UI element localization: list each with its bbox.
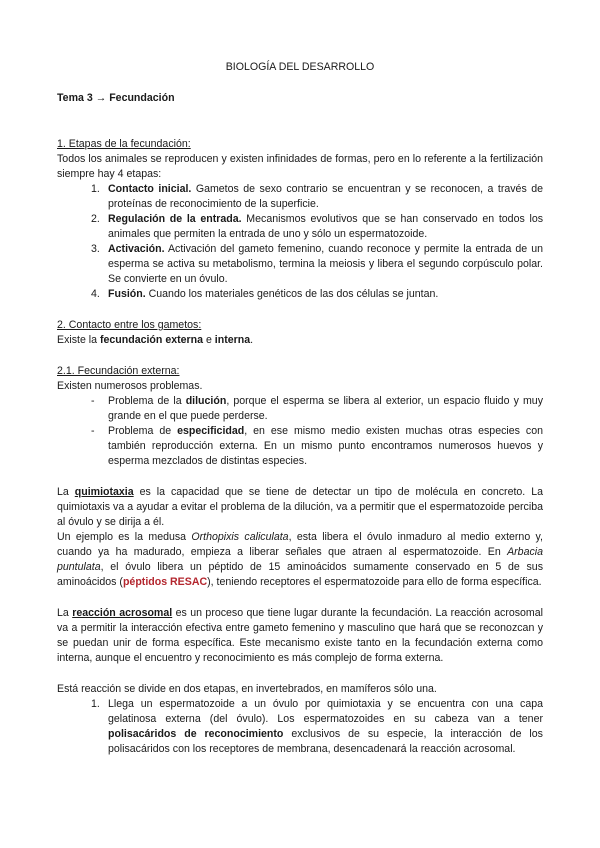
document-title: BIOLOGÍA DEL DESARROLLO <box>225 61 375 73</box>
list-item: 1. Llega un espermatozoide a un óvulo por quimiotaxia y se encuentra con una capa gelatinosa externa (del óvulo). Los espermatozoides en su cabeza van a tener polisacáridos de reconocimiento exclusivos de su especie, la interacción de los polisacáridos con los receptores de membrana, desencadenará la reacción acrosomal. <box>91 698 543 755</box>
section-2-1-intro: Existen numerosos problemas. <box>57 380 203 392</box>
section-2-text: Existe la fecundación externa e interna. <box>57 334 254 346</box>
list-item: 1. Contacto inicial. Gametos de sexo contrario se encuentran y se reconocen, a través de proteínas de reconocimiento de la superficie. <box>91 183 543 210</box>
list-item: 3. Activación. Activación del gameto femenino, cuando reconoce y permite la entrada de un esperma se activa su metabolismo, termina la meiosis y libera el segundo corpúsculo polar. Se convierte en un óvulo. <box>91 243 543 285</box>
list-item: - Problema de la dilución, porque el esperma se libera al exterior, un espacio fluido y muy grande en el que puede perderse. <box>91 395 543 422</box>
acrosomal-paragraph: La reacción acrosomal es un proceso que tiene lugar durante la fecundación. La reacción acrosomal va a permitir la interacción efectiva entre gameto femenino y masculino que hará que se reconozcan y se puedan unir de forma específica. Este mecanismo existe tanto en la fecundación externa como interna, aunque el encuentro y reconocimiento es más complejo de forma externa. <box>57 607 543 664</box>
section-1-heading: 1. Etapas de la fecundación: <box>57 138 191 150</box>
list-item: - Problema de especificidad, en ese mismo medio existen muchas otras especies con también reproducción externa. En un mismo punto encontramos numerosos huevos y esperma mezclados de distintas especies. <box>91 425 543 467</box>
section-1-intro: Todos los animales se reproducen y existen infinidades de formas, pero en lo referente a la fertilización siempre hay 4 etapas: <box>57 153 543 180</box>
stages-intro: Está reacción se divide en dos etapas, en invertebrados, en mamíferos sólo una. <box>57 683 437 695</box>
acrosomal-stages-list <box>57 697 543 757</box>
stages-list <box>57 182 543 302</box>
list-item: 2. Regulación de la entrada. Mecanismos evolutivos que se han conservado en todos los animales que permiten la entrada de uno y sólo un espermatozoide. <box>91 213 544 240</box>
topic-heading: Tema 3 → Fecundación <box>57 92 175 104</box>
quimiotaxia-paragraph: La quimiotaxia es la capacidad que se tiene de detectar un tipo de molécula en concreto. La quimiotaxis va a ayudar a evitar el problema de la dilución, va a permitir que el espermatozoide perciba al óvulo y se dirija a él. <box>57 486 543 528</box>
list-item: 4. Fusión. Cuando los materiales genéticos de las dos células se juntan. <box>91 288 439 300</box>
section-2-1-heading: 2.1. Fecundación externa: <box>57 365 180 377</box>
problems-list <box>57 394 543 469</box>
document-page <box>57 60 543 757</box>
example-paragraph: Un ejemplo es la medusa Orthopixis caliculata, esta libera el óvulo inmaduro al medio externo y, cuando ya ha madurado, empieza a liberar señales que atraen al espermatozoide. En Arbacia puntulata, el óvulo libera un péptido de 15 aminoácidos sumamente conservado en 5 de sus aminoácidos (péptidos RESAC), teniendo receptores el espermatozoide para ello de forma específica. <box>57 531 543 588</box>
section-2-heading: 2. Contacto entre los gametos: <box>57 319 202 331</box>
